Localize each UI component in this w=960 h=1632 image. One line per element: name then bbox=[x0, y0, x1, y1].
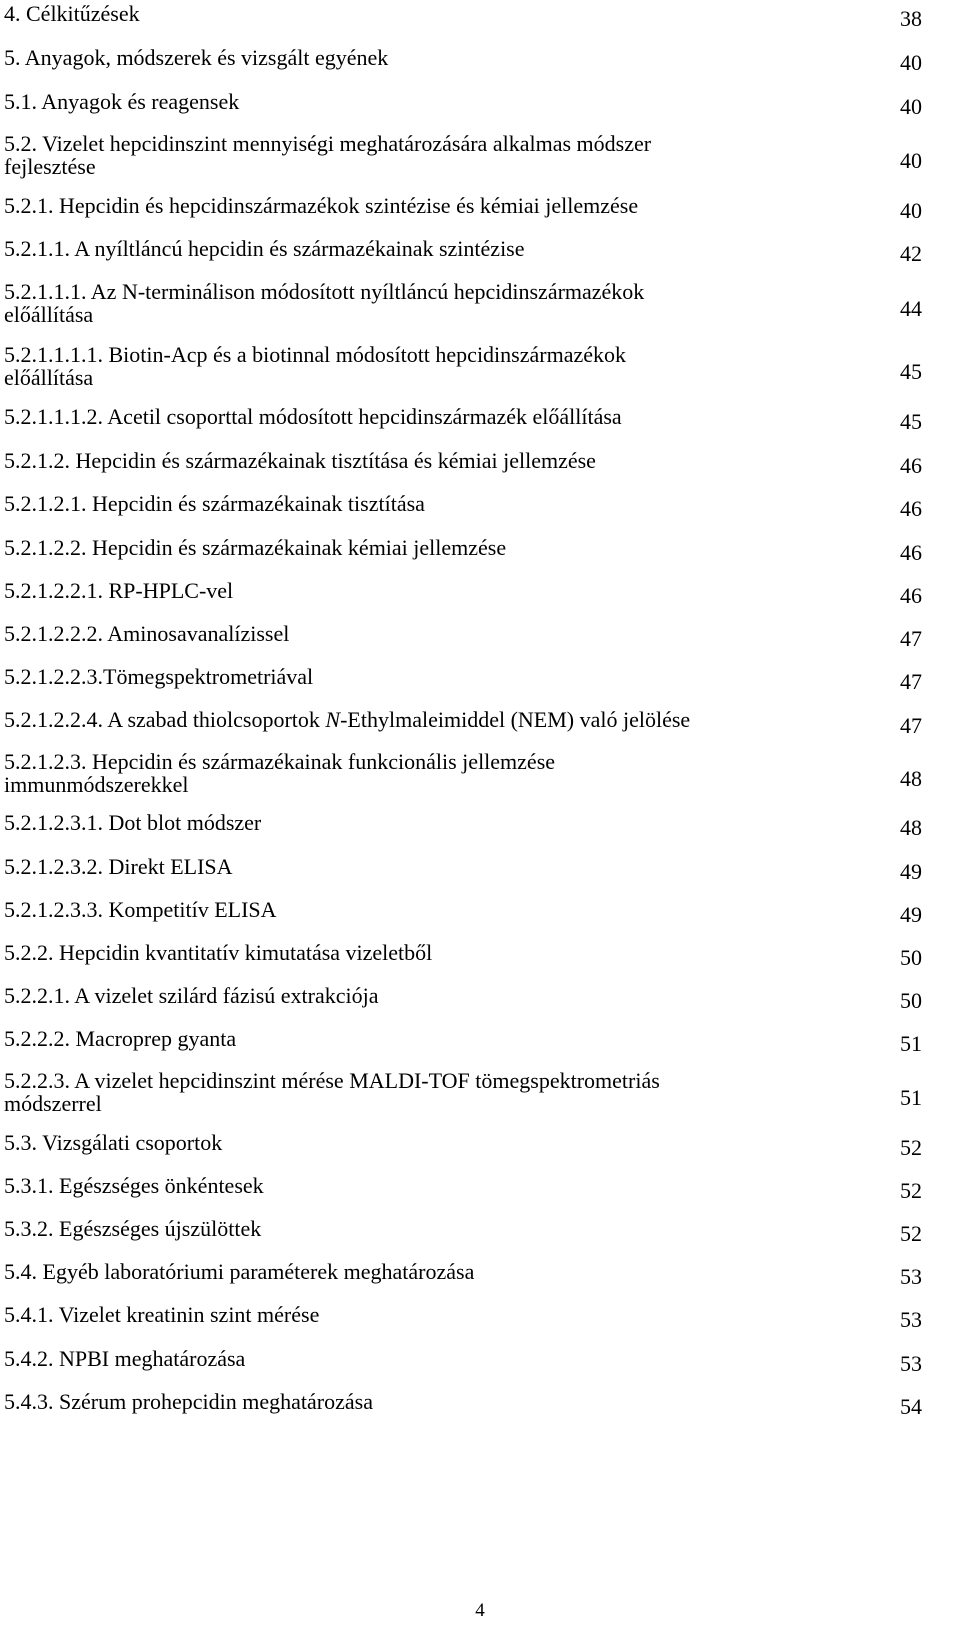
toc-entry-title bbox=[4, 1303, 319, 1327]
toc-entry-title bbox=[4, 405, 622, 429]
toc-entry-text: 5.3.2. Egészséges újszülöttek bbox=[4, 1216, 262, 1241]
toc-entry-title bbox=[4, 898, 277, 922]
toc-entry-page-number: 53 bbox=[900, 1307, 922, 1332]
toc-entry-page-number: 54 bbox=[900, 1394, 922, 1419]
toc-entry-page-number: 46 bbox=[900, 583, 922, 608]
toc-entry-text: 5.2.1.2.3.3. Kompetitív ELISA bbox=[4, 897, 277, 922]
toc-entry-page-number: 42 bbox=[900, 241, 922, 266]
toc-entry-text: 5.2.2.2. Macroprep gyanta bbox=[4, 1026, 237, 1051]
toc-entry-text: 5.2.1.2.3.2. Direkt ELISA bbox=[4, 854, 233, 879]
toc-entry-page-number: 40 bbox=[900, 198, 922, 223]
toc-entry-page-number: 48 bbox=[900, 815, 922, 840]
toc-entry-page-number: 50 bbox=[900, 945, 922, 970]
page-number: 4 bbox=[475, 1600, 485, 1621]
toc-entry-title bbox=[4, 2, 140, 26]
toc-entry-page-number: 40 bbox=[900, 50, 922, 75]
toc-entry-title bbox=[4, 1174, 264, 1198]
toc-entry-title bbox=[4, 280, 644, 304]
toc-entry-title bbox=[4, 1390, 373, 1414]
toc-entry-title bbox=[4, 1347, 245, 1371]
toc-entry-page-number: 51 bbox=[900, 1085, 922, 1110]
toc-entry-text: 5.4.1. Vizelet kreatinin szint mérése bbox=[4, 1302, 320, 1327]
toc-entry-page-number: 47 bbox=[900, 713, 922, 738]
toc-entry-title bbox=[4, 46, 388, 70]
toc-entry-page-number: 40 bbox=[900, 94, 922, 119]
toc-entry-page-number: 46 bbox=[900, 540, 922, 565]
toc-entry-text: 5.2.2.3. A vizelet hepcidinszint mérése MALDI-TOF tömegspektrometriás bbox=[4, 1068, 660, 1093]
toc-entry-text: 5.2.1.1.1. Az N-terminálison módosított nyíltláncú hepcidinszármazékok bbox=[4, 279, 645, 304]
toc-entry-title-continuation: immunmódszerekkel bbox=[4, 772, 189, 797]
toc-entry-title bbox=[4, 90, 239, 114]
toc-entry-text: 5.2.1.2.2.3.Tömegspektrometriával bbox=[4, 664, 314, 689]
toc-entry-page-number: 50 bbox=[900, 988, 922, 1013]
toc-entry-text: 4. Célkitűzések bbox=[4, 1, 140, 26]
toc-entry-title bbox=[4, 449, 596, 473]
toc-entry-text: 5.4. Egyéb laboratóriumi paraméterek meghatározása bbox=[4, 1259, 475, 1284]
toc-entry-page-number: 49 bbox=[900, 859, 922, 884]
toc-entry-title bbox=[4, 492, 425, 516]
toc-entry-title bbox=[4, 984, 378, 1008]
toc-entry-text: 5.2.1.2.2.4. A szabad thiolcsoportok bbox=[4, 707, 326, 732]
toc-entry-text: 5.2.1.1. A nyíltláncú hepcidin és származékainak szintézise bbox=[4, 236, 525, 261]
toc-entry-text: 5.3. Vizsgálati csoportok bbox=[4, 1130, 223, 1155]
toc-entry-text: 5.2.1.2.3.1. Dot blot módszer bbox=[4, 810, 262, 835]
toc-entry-title bbox=[4, 1217, 261, 1241]
toc-entry-text: 5.1. Anyagok és reagensek bbox=[4, 89, 240, 114]
toc-entry-page-number: 44 bbox=[900, 296, 922, 321]
toc-entry-title bbox=[4, 343, 626, 367]
toc-entry-page-number: 53 bbox=[900, 1351, 922, 1376]
toc-entry-title bbox=[4, 1131, 222, 1155]
toc-entry-text: 5.2.1.2. Hepcidin és származékainak tisztítása és kémiai jellemzése bbox=[4, 448, 596, 473]
toc-entry-title bbox=[4, 132, 651, 156]
toc-entry-text: 5.2.1. Hepcidin és hepcidinszármazékok szintézise és kémiai jellemzése bbox=[4, 193, 639, 218]
toc-entry-text: 5.2.1.1.1.1. Biotin-Acp és a biotinnal módosított hepcidinszármazékok bbox=[4, 342, 626, 367]
toc-entry-text: 5.2. Vizelet hepcidinszint mennyiségi meghatározására alkalmas módszer bbox=[4, 131, 652, 156]
toc-entry-title-continuation: fejlesztése bbox=[4, 154, 96, 179]
toc-entry-title bbox=[4, 708, 690, 732]
toc-entry-text: 5.2.1.2.3. Hepcidin és származékainak funkcionális jellemzése bbox=[4, 749, 556, 774]
toc-entry-title bbox=[4, 579, 233, 603]
toc-entry-text: 5.2.1.2.2.1. RP-HPLC-vel bbox=[4, 578, 234, 603]
toc-entry-title bbox=[4, 194, 638, 218]
toc-entry-page-number: 47 bbox=[900, 669, 922, 694]
toc-entry-text: 5.2.1.1.1.2. Acetil csoporttal módosított hepcidinszármazék előállítása bbox=[4, 404, 622, 429]
toc-entry-text: 5.2.1.2.2.2. Aminosavanalízissel bbox=[4, 621, 290, 646]
toc-entry-title bbox=[4, 622, 289, 646]
toc-entry-text: 5.2.2. Hepcidin kvantitatív kimutatása vizeletből bbox=[4, 940, 433, 965]
toc-entry-page-number: 48 bbox=[900, 766, 922, 791]
toc-entry-page-number: 46 bbox=[900, 496, 922, 521]
toc-entry-text: 5.2.1.2.2. Hepcidin és származékainak kémiai jellemzése bbox=[4, 535, 507, 560]
toc-entry-title bbox=[4, 941, 432, 965]
toc-entry-page-number: 52 bbox=[900, 1178, 922, 1203]
toc-entry-page-number: 46 bbox=[900, 453, 922, 478]
toc-entry-page-number: 53 bbox=[900, 1264, 922, 1289]
toc-entry-page-number: 47 bbox=[900, 626, 922, 651]
toc-entry-text: 5.4.2. NPBI meghatározása bbox=[4, 1346, 246, 1371]
toc-entry-text: 5.3.1. Egészséges önkéntesek bbox=[4, 1173, 264, 1198]
toc-entry-page-number: 52 bbox=[900, 1221, 922, 1246]
toc-entry-title bbox=[4, 1069, 660, 1093]
toc-entry-page-number: 51 bbox=[900, 1031, 922, 1056]
toc-entry-text: 5.2.2.1. A vizelet szilárd fázisú extrakciója bbox=[4, 983, 379, 1008]
toc-entry-text: 5. Anyagok, módszerek és vizsgált egyének bbox=[4, 45, 389, 70]
toc-entry-page-number: 45 bbox=[900, 359, 922, 384]
toc-entry-title-continuation: módszerrel bbox=[4, 1091, 102, 1116]
toc-entry-title bbox=[4, 1027, 236, 1051]
toc-entry-page-number: 40 bbox=[900, 148, 922, 173]
toc-entry-text: 5.2.1.2.1. Hepcidin és származékainak tisztítása bbox=[4, 491, 425, 516]
toc-entry-page-number: 52 bbox=[900, 1135, 922, 1160]
toc-entry-title bbox=[4, 665, 313, 689]
toc-entry-page-number: 38 bbox=[900, 6, 922, 31]
toc-entry-title-continuation: előállítása bbox=[4, 365, 94, 390]
toc-entry-text: 5.4.3. Szérum prohepcidin meghatározása bbox=[4, 1389, 373, 1414]
toc-entry-page-number: 49 bbox=[900, 902, 922, 927]
toc-entry-title-continuation: előállítása bbox=[4, 302, 94, 327]
toc-entry-page-number: 45 bbox=[900, 409, 922, 434]
toc-entry-title bbox=[4, 855, 233, 879]
toc-entry-text-tail: -Ethylmaleimiddel (NEM) való jelölése bbox=[340, 707, 691, 732]
toc-entry-title bbox=[4, 1260, 474, 1284]
toc-entry-title bbox=[4, 237, 525, 261]
toc-entry-title bbox=[4, 811, 261, 835]
toc-entry-title bbox=[4, 536, 506, 560]
toc-entry-italic-text: N bbox=[325, 707, 341, 732]
toc-entry-title bbox=[4, 750, 555, 774]
